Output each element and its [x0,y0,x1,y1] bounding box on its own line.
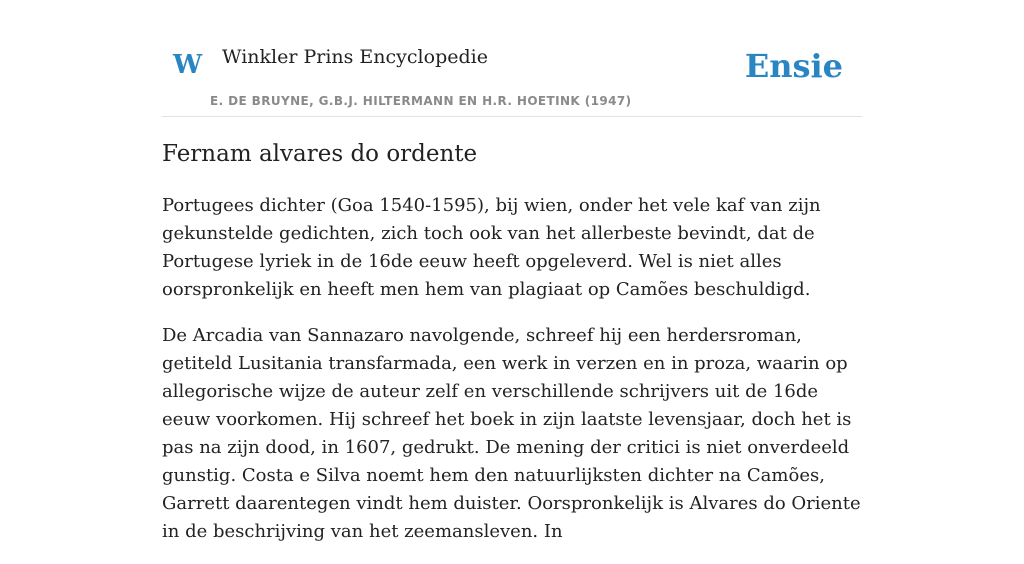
winkler-prins-logo: W [173,50,203,80]
paragraph: De Arcadia van Sannazaro navolgende, schreef hij een herdersroman, getiteld Lusitania transfarmada, een werk in verzen en in proza, waarin op allegorische wijze de auteur zelf en verschillende schrijvers uit de 16de eeuw voorkomen. Hij schreef het boek in zijn laatste levensjaar, doch het is pas na zijn dood, in 1607, gedrukt. De mening der critici is niet onverdeeld gunstig. Costa e Silva noemt hem den natuurlijksten dichter na Camões, Garrett daarentegen vindt hem duister. Oorspronkelijk is Alvares do Oriente in de beschrijving van het zeemansleven. In [162,325,861,542]
paragraph: Portugees dichter (Goa 1540-1595), bij wien, onder het vele kaf van zijn gekunstelde gedichten, zich toch ook van het allerbeste bevindt, dat de Portugese lyriek in de 16de eeuw heeft opgeleverd. Wel is niet alles oorspronkelijk en heeft men hem van plagiaat op Camões beschuldigd. [162,195,821,300]
ensie-logo-link[interactable]: Ensie [744,47,843,85]
header [162,0,862,117]
book-title[interactable]: Winkler Prins Encyclopedie [222,46,488,68]
article-title: Fernam alvares do ordente [162,141,478,167]
page [162,0,862,542]
authors-line: E. DE BRUYNE, G.B.J. HILTERMANN EN H.R. HOETINK (1947) [210,94,632,108]
article-body [162,192,862,564]
